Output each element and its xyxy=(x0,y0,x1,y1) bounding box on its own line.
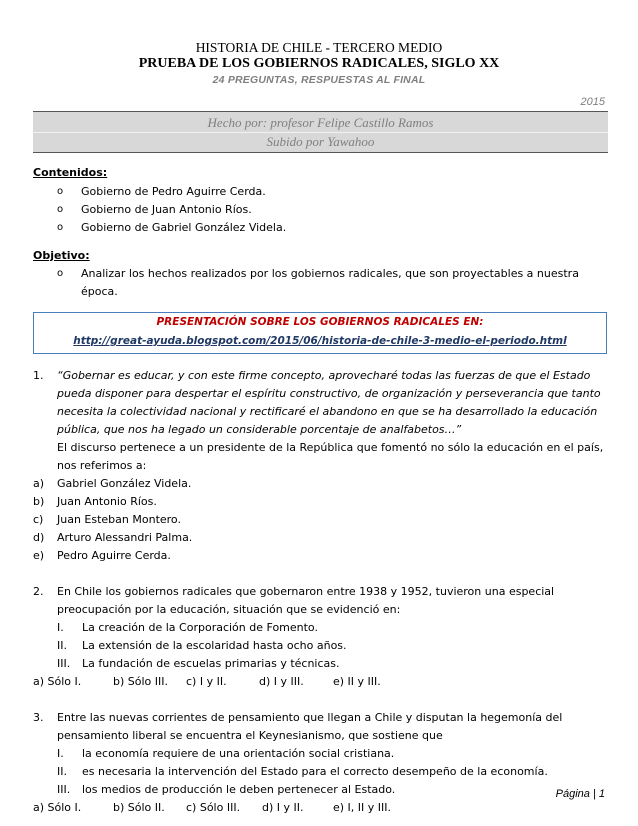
q1-number: 1. xyxy=(33,369,44,382)
q3-answer: c) Sólo III. xyxy=(186,801,241,814)
contenidos-heading: Contenidos: xyxy=(33,166,108,179)
q3-roman: I. xyxy=(57,747,64,760)
exam-subtitle: 24 PREGUNTAS, RESPUESTAS AL FINAL xyxy=(212,74,426,86)
exam-title: PRUEBA DE LOS GOBIERNOS RADICALES, SIGLO XX xyxy=(138,56,500,71)
contenido-item: Gobierno de Juan Antonio Ríos. xyxy=(81,203,252,216)
objetivo-text-cont: época. xyxy=(81,285,118,298)
q2-answer: e) II y III. xyxy=(333,675,381,688)
q1-option: Arturo Alessandri Palma. xyxy=(57,531,193,544)
q1-option: Juan Esteban Montero. xyxy=(57,513,181,526)
q1-stem: El discurso pertenece a un presidente de la República que fomentó no sólo la educación en el país, xyxy=(57,441,604,454)
q3-item: la economía requiere de una orientación social cristiana. xyxy=(82,747,395,760)
q2-roman: III. xyxy=(57,657,71,670)
presentation-box xyxy=(33,312,607,354)
q1-option: Gabriel González Videla. xyxy=(57,477,192,490)
author-box xyxy=(33,111,608,153)
q3-item: es necesaria la intervención del Estado para el correcto desempeño de la economía. xyxy=(82,765,548,778)
presentation-title: PRESENTACIÓN SOBRE LOS GOBIERNOS RADICALES EN: xyxy=(156,316,484,328)
bullet-icon: o xyxy=(57,204,64,215)
bullet-icon: o xyxy=(57,222,64,233)
q1-option: Juan Antonio Ríos. xyxy=(57,495,157,508)
q3-roman: II. xyxy=(57,765,67,778)
q3-stem: pensamiento liberal se encuentra el Keynesianismo, que sostiene que xyxy=(57,729,443,742)
q1-option-letter: c) xyxy=(33,513,44,526)
q2-answer: a) Sólo I. xyxy=(33,675,82,688)
q2-item: La extensión de la escolaridad hasta ocho años. xyxy=(82,639,347,652)
q1-quote-line: pueda disponer para despertar el espíritu constructivo, de organización y perseverancia que tanto xyxy=(57,387,601,400)
q2-roman: I. xyxy=(57,621,64,634)
bullet-icon: o xyxy=(57,186,64,197)
q1-option: Pedro Aguirre Cerda. xyxy=(57,549,171,562)
author-box-divider xyxy=(33,132,608,133)
q1-quote-line: pública, que nos ha legado un considerable porcentaje de analfabetos…” xyxy=(57,423,462,436)
q2-answer: b) Sólo III. xyxy=(113,675,168,688)
objetivo-text: Analizar los hechos realizados por los gobiernos radicales, que son proyectables a nuestra xyxy=(81,267,579,280)
objetivo-heading: Objetivo: xyxy=(33,249,90,262)
q1-quote-line: necesita la colectividad nacional y rectificaré el abandono en que se ha desarrollado la educación xyxy=(57,405,598,418)
q3-number: 3. xyxy=(33,711,44,724)
q3-answer: b) Sólo II. xyxy=(113,801,165,814)
q1-quote-line: “Gobernar es educar, y con este firme concepto, aprovecharé todas las fuerzas de que el Estado xyxy=(57,369,591,382)
q3-stem: Entre las nuevas corrientes de pensamiento que llegan a Chile y disputan la hegemonía del xyxy=(57,711,563,724)
q2-roman: II. xyxy=(57,639,67,652)
q1-stem: nos referimos a: xyxy=(57,459,147,472)
bullet-icon: o xyxy=(57,268,64,279)
q3-answer: e) I, II y III. xyxy=(333,801,392,814)
q3-roman: III. xyxy=(57,783,71,796)
q2-item: La creación de la Corporación de Fomento. xyxy=(82,621,318,634)
author-line: Hecho por: profesor Felipe Castillo Ramos xyxy=(207,115,434,130)
contenido-item: Gobierno de Pedro Aguirre Cerda. xyxy=(81,185,266,198)
contenido-item: Gobierno de Gabriel González Videla. xyxy=(81,221,287,234)
q3-item: los medios de producción le deben pertenecer al Estado. xyxy=(82,783,396,796)
q2-number: 2. xyxy=(33,585,44,598)
q3-answer: d) I y II. xyxy=(262,801,304,814)
presentation-link[interactable]: http://great-ayuda.blogspot.com/2015/06/historia-de-chile-3-medio-el-periodo.html xyxy=(73,335,567,347)
q1-option-letter: e) xyxy=(33,549,45,562)
course-title: HISTORIA DE CHILE - TERCERO MEDIO xyxy=(195,40,443,55)
page-number: Página | 1 xyxy=(555,788,605,800)
q1-option-letter: b) xyxy=(33,495,45,508)
q1-option-letter: a) xyxy=(33,477,45,490)
q3-answer: a) Sólo I. xyxy=(33,801,82,814)
q1-option-letter: d) xyxy=(33,531,45,544)
q2-answer: c) I y II. xyxy=(186,675,227,688)
uploader-line: Subido por Yawahoo xyxy=(266,134,375,149)
q2-stem: preocupación por la educación, situación que se evidenció en: xyxy=(57,603,401,616)
q2-stem: En Chile los gobiernos radicales que gobernaron entre 1938 y 1952, tuvieron una especial xyxy=(57,585,555,598)
q2-answer: d) I y III. xyxy=(259,675,304,688)
q2-item: La fundación de escuelas primarias y técnicas. xyxy=(82,657,340,670)
year-label: 2015 xyxy=(580,96,605,108)
